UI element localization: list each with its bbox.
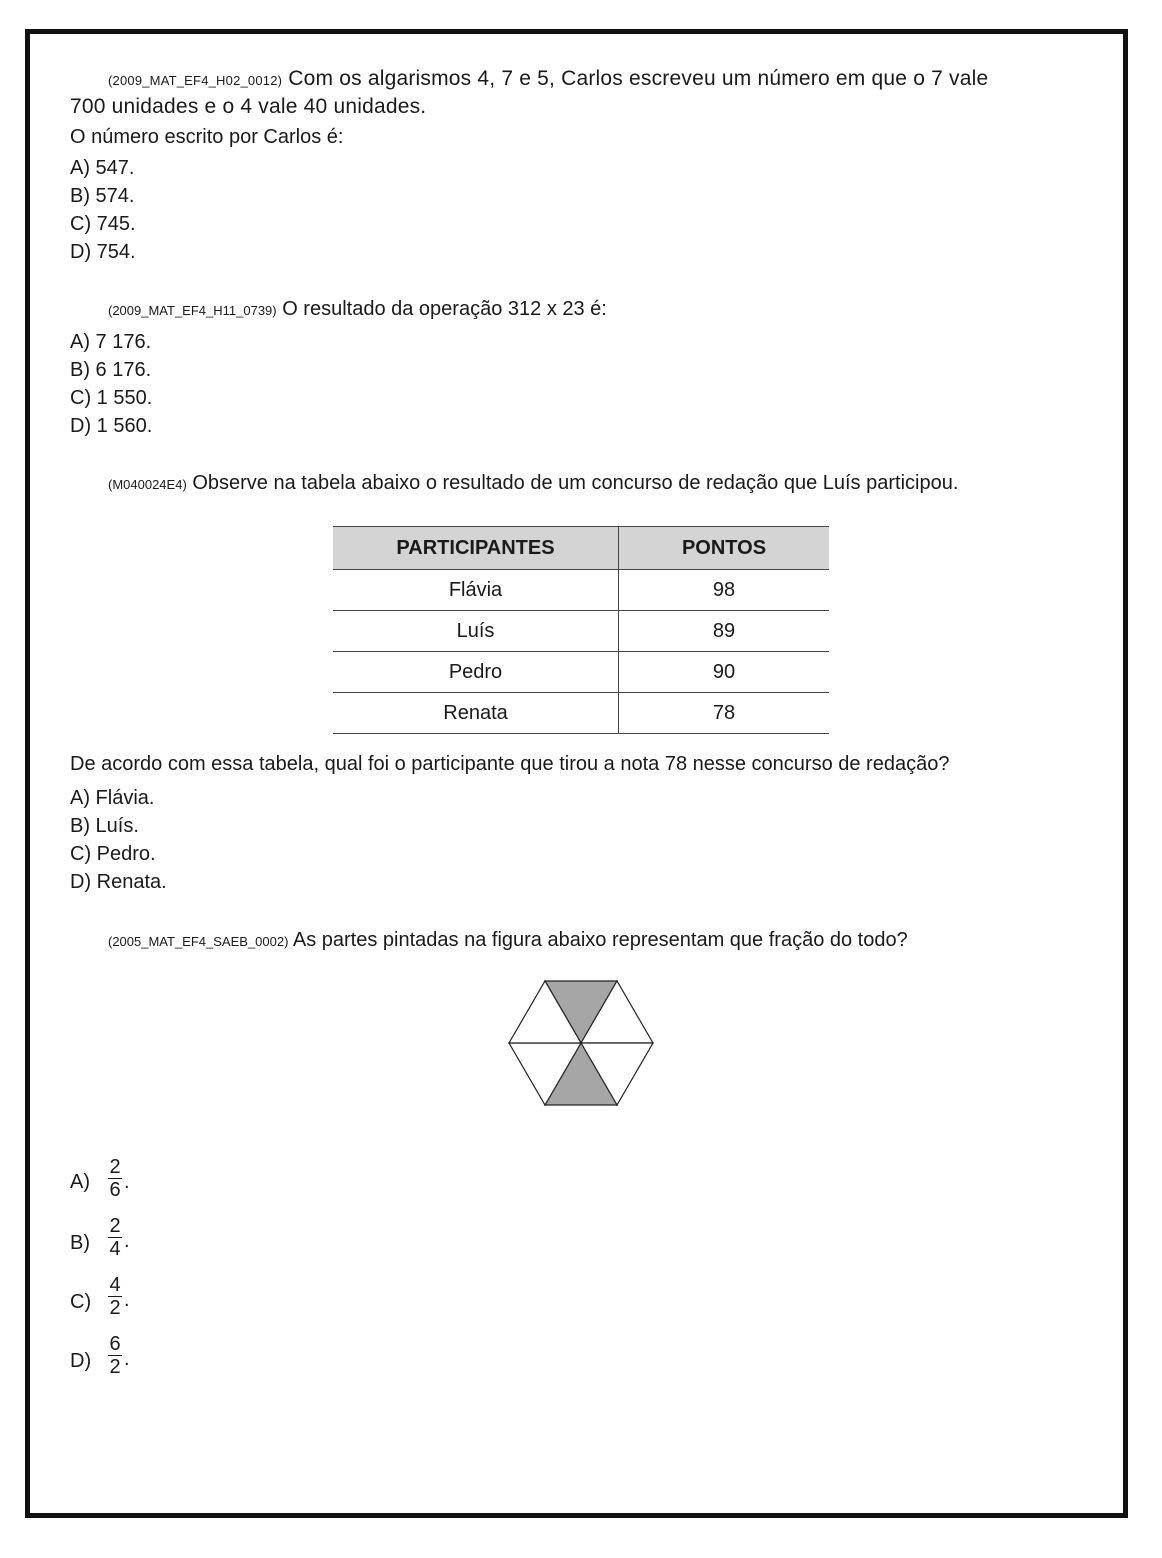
- table-row: [333, 693, 829, 734]
- question-2-option-d[interactable]: D) 1 560.: [70, 415, 153, 437]
- question-1-intro: [108, 67, 988, 91]
- table-row: [333, 652, 829, 693]
- question-4-option-d-fraction[interactable]: [108, 1333, 130, 1378]
- question-4-option-c-fraction[interactable]: [108, 1274, 130, 1319]
- table-header-points: PONTOS: [619, 527, 830, 570]
- question-2-option-b[interactable]: B) 6 176.: [70, 359, 152, 381]
- question-1-option-a[interactable]: A) 547.: [70, 157, 135, 179]
- hexagon-figure: [505, 976, 659, 1110]
- participant-points: 89: [619, 611, 830, 652]
- question-3-prompt: De acordo com essa tabela, qual foi o participante que tirou a nota 78 nesse concurso de redação?: [70, 753, 950, 775]
- fraction-period: .: [124, 1348, 130, 1370]
- question-4-option-a-letter[interactable]: A): [70, 1171, 90, 1193]
- fraction-numerator: 4: [109, 1274, 121, 1296]
- question-4-option-c-letter[interactable]: C): [70, 1291, 92, 1313]
- fraction-numerator: 2: [109, 1156, 121, 1178]
- fraction-numerator: 2: [109, 1215, 121, 1237]
- participant-name: Pedro: [333, 652, 619, 693]
- table-header-participants: PARTICIPANTES: [333, 527, 619, 570]
- question-4-option-b-letter[interactable]: B): [70, 1232, 90, 1254]
- question-4-option-b-fraction[interactable]: [108, 1215, 130, 1260]
- question-3-option-c[interactable]: C) Pedro.: [70, 843, 156, 865]
- table-header-row: [333, 527, 829, 570]
- question-3-option-a[interactable]: A) Flávia.: [70, 787, 155, 809]
- question-4-option-a-fraction[interactable]: [108, 1156, 130, 1201]
- question-4-option-d-letter[interactable]: D): [70, 1350, 92, 1372]
- question-3-intro: [108, 470, 958, 498]
- question-2-option-c[interactable]: C) 1 550.: [70, 387, 153, 409]
- question-1-text-line2: 700 unidades e o 4 vale 40 unidades.: [70, 95, 427, 118]
- participant-name: Flávia: [333, 570, 619, 611]
- fraction-numerator: 6: [109, 1333, 121, 1355]
- fraction-period: .: [124, 1289, 130, 1311]
- results-table: [333, 526, 829, 734]
- question-1-option-c[interactable]: C) 745.: [70, 213, 136, 235]
- fraction-period: .: [124, 1230, 130, 1252]
- question-4-text: As partes pintadas na figura abaixo representam que fração do todo?: [292, 929, 908, 951]
- question-1-code: (2009_MAT_EF4_H02_0012): [108, 73, 283, 88]
- question-2-code: (2009_MAT_EF4_H11_0739): [108, 303, 277, 318]
- fraction-period: .: [124, 1171, 130, 1193]
- participant-points: 98: [619, 570, 830, 611]
- participant-points: 78: [619, 693, 830, 734]
- fraction-denominator: 2: [109, 1297, 121, 1319]
- question-1-prompt: O número escrito por Carlos é:: [70, 126, 344, 148]
- question-3-option-d[interactable]: D) Renata.: [70, 871, 167, 893]
- table-row: [333, 570, 829, 611]
- question-2-option-a[interactable]: A) 7 176.: [70, 331, 152, 353]
- question-3-option-b[interactable]: B) Luís.: [70, 815, 139, 837]
- question-4-intro: [108, 927, 908, 955]
- table-row: [333, 611, 829, 652]
- question-2-intro: [108, 296, 607, 324]
- fraction-denominator: 2: [109, 1356, 121, 1378]
- question-1-text-line1: Com os algarismos 4, 7 e 5, Carlos escreveu um número em que o 7 vale: [288, 67, 989, 90]
- question-1-option-d[interactable]: D) 754.: [70, 241, 136, 263]
- question-3-text: Observe na tabela abaixo o resultado de um concurso de redação que Luís participou.: [192, 472, 959, 494]
- fraction-denominator: 6: [109, 1179, 121, 1201]
- fraction-denominator: 4: [109, 1238, 121, 1260]
- question-1-option-b[interactable]: B) 574.: [70, 185, 135, 207]
- question-4-code: (2005_MAT_EF4_SAEB_0002): [108, 934, 289, 949]
- question-3-code: (M040024E4): [108, 477, 187, 492]
- participant-points: 90: [619, 652, 830, 693]
- participant-name: Renata: [333, 693, 619, 734]
- question-2-text: O resultado da operação 312 x 23 é:: [282, 298, 607, 320]
- participant-name: Luís: [333, 611, 619, 652]
